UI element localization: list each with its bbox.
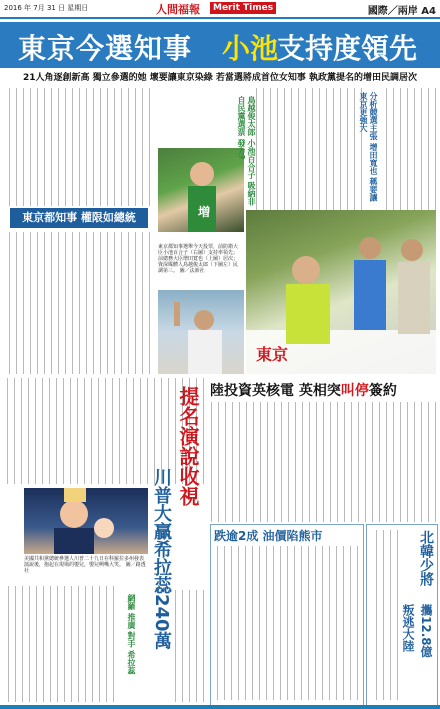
north-korea-title-c: 叛逃大陸 — [401, 604, 415, 652]
section-label: 國際／兩岸 A4 — [367, 6, 436, 17]
page-date: 2016 年 7月 31 日 星期日 — [4, 4, 89, 12]
article-body-center — [250, 88, 362, 210]
candidate-photo-bottom — [158, 290, 244, 374]
article-body-uk — [210, 402, 436, 522]
article-body-right-top — [380, 88, 436, 210]
banner-headline-part1: 東京今選知事 — [18, 32, 193, 65]
svg-text:増: 増 — [198, 205, 211, 219]
article-body-oil — [214, 546, 358, 700]
trump-kicker: 網羅 推廣 對手 希拉蕊 — [127, 594, 136, 675]
trump-title-blue: 川普大贏希拉蕊240萬 — [151, 468, 172, 650]
north-korea-title-a: 北韓少將 — [418, 530, 434, 586]
subheadline: 21人角逐創新高 獨立參選的她 壞要讓東京染綠 若當選將成首位女知事 執政黨提名的增田民調居次 — [22, 73, 418, 83]
headline-uk-nuclear-part3: 簽約 — [368, 383, 397, 399]
trump-baby-photo — [24, 488, 148, 554]
page-border — [0, 705, 440, 709]
headline-uk-nuclear-part1: 陸投資英核電 英相突 — [210, 383, 341, 399]
article-body-left-top — [4, 88, 150, 206]
article-body-trump-2 — [174, 590, 204, 702]
newspaper-logo: 人間福報 — [156, 3, 200, 16]
article-body-trump — [4, 586, 114, 702]
sidebar-title: 東京都知事 權限如總統 — [10, 208, 148, 228]
koike-rally-photo — [246, 210, 436, 374]
newspaper-logo-en: Merit Times — [210, 2, 276, 14]
north-korea-title-b: 攜12.8億 — [419, 604, 433, 658]
main-photo-caption: 東京都知事選舉今天投票，前防衛大臣小池百合子（右圖）支持率領先；前總務大臣增田寬也（上圖）居次；資深媒體人鳥越俊太郎（下圖左）民調第三。 圖／法新社 — [158, 244, 242, 286]
kicker-green: 鳥越俊太郎 小池百合子 吸納非自民黨選票 發力? — [237, 96, 256, 206]
headline-uk-nuclear — [210, 380, 438, 398]
oil-box-title: 跌逾2成 油價陷熊市 — [214, 529, 323, 543]
trump-photo-caption: 美國共和黨總統參選人川普二十九日在科羅拉多州發表演說後，抱起在現場的嬰兒，嬰兒咧嘴大笑。 圖／路透社 — [24, 556, 148, 580]
kicker-blue: 分析競選主張 增田寬也 稱要讓東京更強大 — [359, 92, 378, 202]
svg-text:東京: 東京 — [256, 345, 289, 364]
candidate-photo-top — [158, 148, 244, 232]
banner-headline-part3: 支持度領先 — [277, 32, 418, 65]
headline-uk-nuclear-highlight: 叫停 — [340, 383, 369, 399]
banner-headline-highlight: 小池 — [222, 32, 279, 65]
trump-title-red: 提名演說收視 — [176, 386, 200, 506]
article-body-north-korea — [370, 530, 398, 700]
article-body-left-mid — [4, 232, 150, 374]
